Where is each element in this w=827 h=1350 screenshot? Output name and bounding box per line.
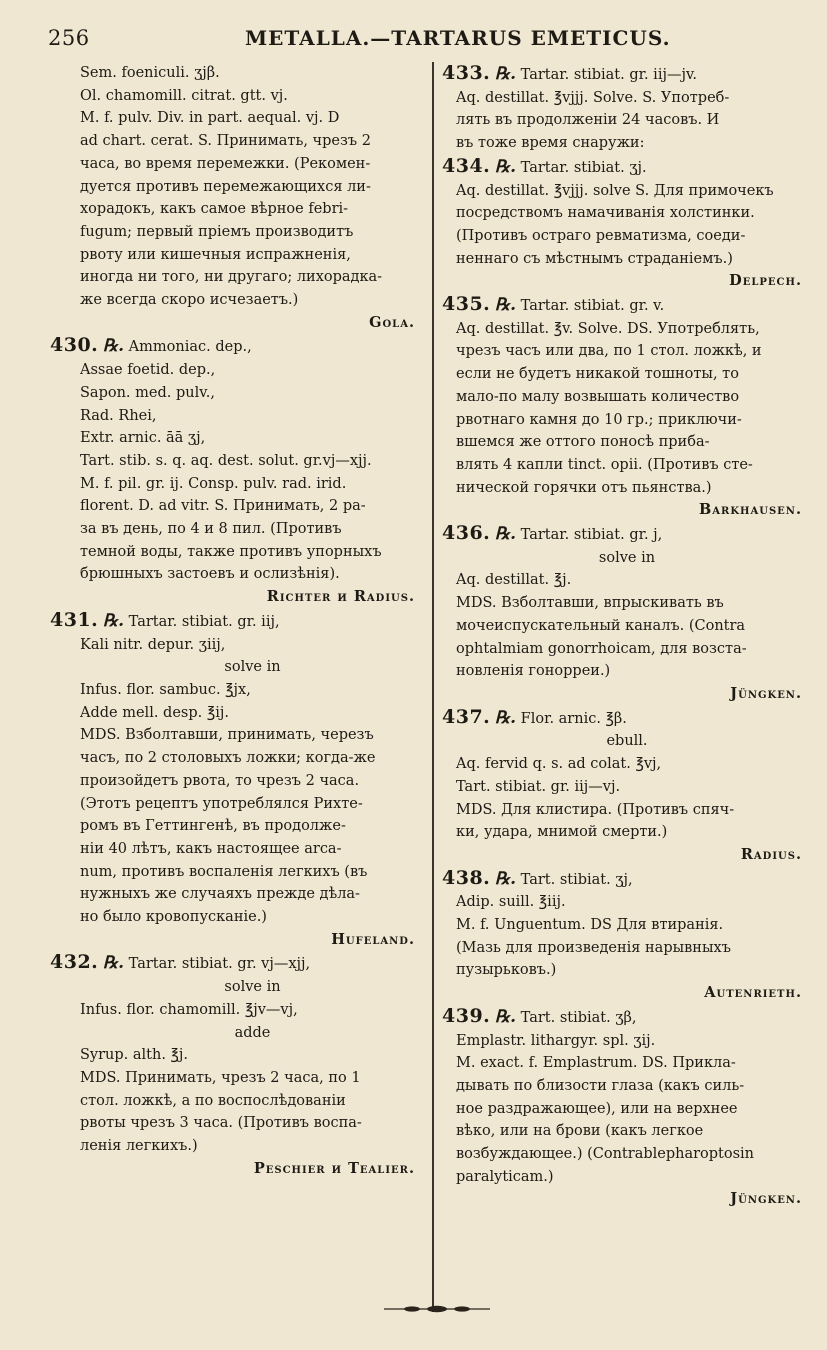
recipe-line: paralyticam.) (456, 1168, 554, 1185)
recipe-line: solve in (598, 549, 656, 566)
recipe-line: (Этотъ рецептъ употреблялся Рихте- (80, 795, 363, 812)
recipe-ingredient: Ammoniac. dep., (128, 339, 252, 356)
intro-line: Sem. foeniculi. ʒjβ. (80, 65, 220, 81)
recipe-line: Tart. stib. s. q. aq. dest. solut. gr.vj—xjj. (80, 452, 372, 469)
recipe-author: Jüngken. (730, 684, 802, 702)
recipe-line: Infus. flor. sambuc. ℥jx, (80, 681, 251, 698)
recipe-line: (Мазь для произведенія нарывныхъ (456, 939, 731, 956)
recipe-line: Sapon. med. pulv., (80, 384, 215, 401)
recipe-line: Infus. flor. chamomill. ℥jv—vj, (80, 1001, 298, 1018)
intro-line: же всегда скоро исчезаетъ.) (80, 292, 299, 309)
intro-line: часа, во время перемежки. (Рекомен- (80, 155, 371, 172)
recipe-ingredient: Tart. stibiat. ʒj, (520, 871, 633, 888)
recipe-line: возбуждающее.) (Contrablepharoptosin (456, 1146, 755, 1163)
rx-symbol: ℞. (102, 336, 125, 357)
recipe-ingredient: Tart. stibiat. ʒβ, (520, 1009, 637, 1026)
recipe-number: 436. (442, 522, 491, 545)
recipe-first-line (442, 62, 812, 87)
recipe-block (50, 334, 425, 608)
recipe-line: лять въ продолженіи 24 часовъ. И (456, 112, 720, 129)
recipe-line: пузырьковъ.) (456, 962, 557, 979)
recipe-first-line (442, 522, 812, 547)
recipe-line: Extr. arnic. āā ʒj, (80, 430, 206, 447)
recipe-author: Barkhausen. (699, 501, 802, 519)
recipe-first-line (442, 706, 812, 731)
recipe-block (442, 155, 812, 293)
recipe-first-line (442, 293, 812, 318)
recipe-line: ромъ въ Геттингенѣ, въ продолже- (80, 818, 346, 835)
recipe-line: (Противъ остраго ревматизма, соеди- (456, 227, 746, 244)
recipe-block (442, 706, 812, 867)
page-header (0, 22, 827, 56)
recipe-block (50, 608, 425, 952)
recipe-number: 439. (442, 1004, 491, 1027)
left-column (50, 62, 425, 1180)
recipe-number: 435. (442, 293, 491, 316)
recipe-line: num, противъ воспаленія легкихъ (въ (80, 863, 368, 880)
recipe-line: рвоты чрезъ 3 часа. (Противъ воспа- (80, 1115, 362, 1132)
recipe-line: ленія легкихъ.) (80, 1138, 198, 1155)
recipe-line: Emplastr. lithargyr. spl. ʒij. (456, 1032, 656, 1049)
recipe-line: Tart. stibiat. gr. iij—vj. (456, 778, 621, 795)
recipe-first-line (50, 951, 425, 976)
recipe-line: за въ день, по 4 и 8 пил. (Противъ (80, 521, 342, 538)
recipe-line: Rad. Rhei, (80, 407, 157, 424)
intro-author: Gola. (369, 313, 415, 331)
recipe-block (442, 293, 812, 522)
rx-symbol: ℞. (494, 524, 517, 545)
recipe-line: ное раздражающее), или на верхнее (456, 1100, 738, 1117)
recipe-line: въ тоже время снаружи: (456, 135, 645, 152)
recipe-line: часъ, по 2 столовыхъ ложки; когда-же (80, 750, 376, 767)
rx-symbol: ℞. (494, 295, 517, 316)
recipe-line: M. exact. f. Emplastrum. DS. Прикла- (456, 1055, 736, 1072)
recipe-ingredient: Tartar. stibiat. gr. vj—xjj, (128, 956, 311, 973)
recipe-author: Hufeland. (331, 930, 415, 948)
rx-symbol: ℞. (102, 610, 125, 631)
recipe-line: произойдетъ рвота, то чрезъ 2 часа. (80, 772, 360, 789)
recipe-block (442, 62, 812, 155)
recipe-block (442, 522, 812, 706)
recipe-line: посредствомъ намачиванія холстинки. (456, 205, 755, 222)
recipe-line: но было кровопусканіе.) (80, 909, 267, 926)
recipe-author: Peschier и Tealier. (253, 1159, 415, 1177)
right-column (442, 62, 812, 1211)
intro-line: Ol. chamomill. citrat. gtt. vj. (80, 87, 288, 104)
running-title: METALLA.—TARTARUS EMETICUS. (245, 26, 671, 50)
recipe-line: MDS. Для клистира. (Противъ спяч- (456, 801, 735, 818)
recipe-line: ophtalmiam gonorrhoicam, для возста- (456, 640, 747, 657)
recipe-line: Aq. fervid q. s. ad colat. ℥vj, (456, 756, 662, 773)
recipe-line: вѣко, или на брови (какъ легкое (456, 1123, 704, 1140)
recipe-line: если не будетъ никакой тошноты, то (456, 366, 739, 383)
recipe-first-line (50, 609, 425, 634)
recipe-first-line (442, 867, 812, 892)
intro-line: хорадокъ, какъ самое вѣрное febri- (80, 201, 349, 218)
recipe-line: solve in (224, 979, 281, 996)
recipe-line: влять 4 капли tinct. opii. (Противъ сте- (456, 456, 753, 473)
recipe-first-line (442, 1005, 812, 1030)
recipe-author: Richter и Radius. (266, 588, 415, 606)
recipe-first-line (50, 334, 425, 359)
recipe-line: неннаго съ мѣстнымъ страданіемъ.) (456, 250, 733, 267)
rx-symbol: ℞. (494, 868, 517, 889)
recipe-ingredient: Flor. arnic. ℥β. (520, 710, 627, 727)
recipe-line: M. f. pil. gr. ij. Consp. pulv. rad. irid. (80, 475, 347, 492)
recipe-line: adde (234, 1024, 271, 1041)
recipe-ingredient: Tartar. stibiat. gr. j, (520, 527, 663, 544)
recipe-number: 432. (50, 951, 99, 974)
recipe-number: 434. (442, 154, 491, 177)
recipe-line: нической горячки отъ пьянства.) (456, 479, 712, 496)
recipe-ingredient: Tartar. stibiat. gr. v. (520, 298, 665, 315)
recipe-line: стол. ложкѣ, а по воспослѣдованіи (80, 1092, 346, 1109)
recipe-number: 431. (50, 608, 99, 631)
recipe-author: Delpech. (729, 272, 802, 290)
recipe-line: Adip. suill. ℥iij. (456, 894, 566, 911)
recipe-line: ніи 40 лѣтъ, какъ настоящее arca- (80, 840, 342, 857)
recipe-line: Aq. destillat. ℥v. Solve. DS. Употреблять, (456, 320, 760, 337)
recipe-line: нужныхъ же случаяхъ прежде дѣла- (80, 886, 360, 903)
page-number: 256 (48, 26, 90, 50)
recipe-line: Aq. destillat. ℥j. (456, 572, 572, 589)
recipe-number: 437. (442, 705, 491, 728)
recipe-line: ebull. (606, 733, 648, 750)
recipe-number: 438. (442, 866, 491, 889)
intro-line: дуется противъ перемежающихся ли- (80, 178, 371, 195)
recipe-line: дывать по близости глаза (какъ силь- (456, 1077, 745, 1094)
recipe-line: florent. D. ad vitr. S. Принимать, 2 ра- (80, 498, 366, 515)
recipe-number: 430. (50, 334, 99, 357)
recipe-ingredient: Tartar. stibiat. gr. iij, (128, 613, 280, 630)
intro-line: иногда ни того, ни другаго; лихорадка- (80, 269, 383, 286)
recipe-line: чрезъ часъ или два, по 1 стол. ложкѣ, и (456, 343, 762, 360)
column-divider (432, 62, 434, 1312)
intro-line: рвоту или кишечныя испражненія, (80, 246, 351, 263)
intro-line: ad chart. cerat. S. Принимать, чрезъ 2 (80, 133, 371, 150)
recipe-author: Autenrieth. (704, 984, 802, 1002)
intro-line: M. f. pulv. Div. in part. aequal. vj. D (80, 110, 340, 127)
recipe-line: MDS. Принимать, чрезъ 2 часа, по 1 (80, 1069, 361, 1086)
recipe-line: рвотнаго камня до 10 гр.; приключи- (456, 411, 742, 428)
rx-symbol: ℞. (494, 64, 517, 84)
recipe-line: Assae foetid. dep., (80, 362, 216, 379)
rx-symbol: ℞. (102, 953, 125, 974)
recipe-line: solve in (224, 659, 281, 676)
recipe-line: M. f. Unguentum. DS Для втиранія. (456, 917, 724, 934)
recipe-line: вшемся же оттого поносѣ приба- (456, 434, 710, 451)
recipe-number: 433. (442, 62, 491, 84)
footer-ornament (382, 1302, 492, 1316)
recipe-line: Aq. destillat. ℥vjjj. solve S. Для примочекъ (456, 182, 774, 199)
recipe-line: ки, удара, мнимой смерти.) (456, 824, 668, 841)
rx-symbol: ℞. (494, 156, 517, 177)
intro-line: fugum; первый пріемъ производитъ (80, 223, 354, 240)
recipe-line: Adde mell. desp. ℥ij. (80, 704, 229, 721)
recipe-block (442, 1005, 812, 1211)
recipe-line: новленія гонорреи.) (456, 663, 611, 680)
recipe-line: Syrup. alth. ℥j. (80, 1047, 189, 1064)
recipe-block (50, 951, 425, 1180)
recipe-line: MDS. Взболтавши, впрыскивать въ (456, 595, 724, 612)
rx-symbol: ℞. (494, 1006, 517, 1027)
recipe-line: мочеиспускательный каналъ. (Contra (456, 617, 746, 634)
recipe-line: брюшныхъ застоевъ и ослизѣнія). (80, 566, 340, 583)
recipe-first-line (442, 155, 812, 180)
recipe-line: темной воды, также противъ упорныхъ (80, 543, 382, 560)
recipe-block (442, 867, 812, 1005)
rx-symbol: ℞. (494, 707, 517, 728)
recipe-line: MDS. Взболтавши, принимать, черезъ (80, 727, 374, 744)
recipe-line: мало-по малу возвышать количество (456, 388, 740, 405)
recipe-line: Aq. destillat. ℥vjjj. Solve. S. Употреб- (456, 89, 730, 106)
recipe-author: Radius. (740, 845, 802, 863)
recipe-ingredient: Tartar. stibiat. gr. iij—jv. (520, 67, 698, 83)
recipe-ingredient: Tartar. stibiat. ʒj. (520, 159, 647, 176)
recipe-author: Jüngken. (730, 1190, 802, 1208)
recipe-line: Kali nitr. depur. ʒiij, (80, 636, 226, 653)
